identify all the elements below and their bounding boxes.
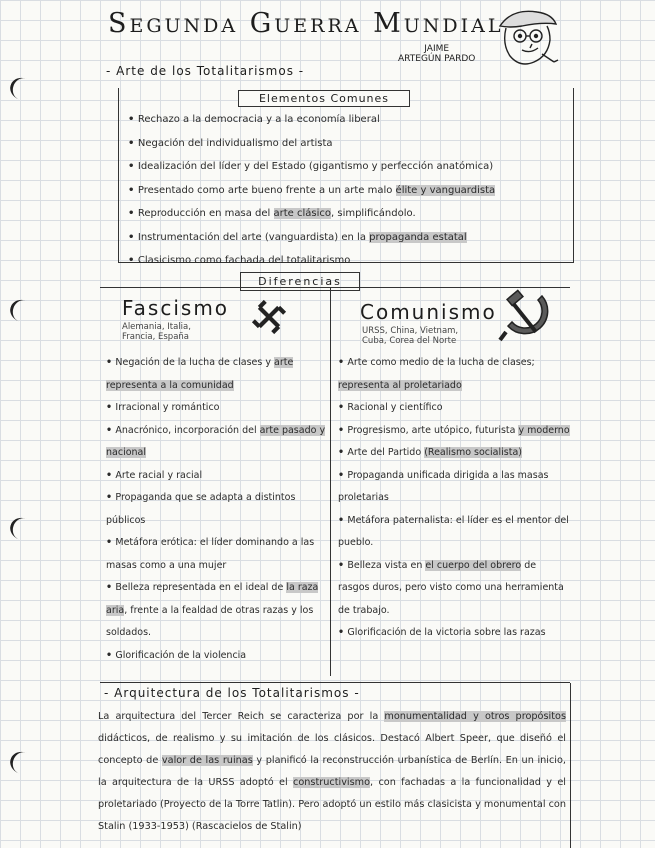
fascism-countries: Alemania, Italia, Francia, España bbox=[122, 322, 191, 342]
fascism-list bbox=[106, 352, 326, 667]
list-item: • Belleza representada en el ideal de la raza aria, frente a la fealdad de otras razas y los soldados. bbox=[106, 577, 326, 645]
page-title: Segunda Guerra Mundial bbox=[108, 8, 504, 39]
list-item: • Metáfora erótica: el líder dominando a las masas como a una mujer bbox=[106, 532, 326, 577]
common-elements-heading: Elementos Comunes bbox=[238, 90, 410, 107]
section-heading-architecture: - Arquitectura de los Totalitarismos - bbox=[104, 686, 360, 700]
communism-countries: URSS, China, Vietnam, Cuba, Corea del Norte bbox=[362, 326, 459, 346]
list-item: • Glorificación de la victoria sobre las razas bbox=[338, 622, 570, 645]
caricature-drawing bbox=[492, 4, 562, 74]
list-item: • Presentado como arte bueno frente a un arte malo élite y vanguardista bbox=[128, 179, 495, 203]
communism-list bbox=[338, 352, 570, 645]
author-line: ARTEGÚN PARDO bbox=[398, 54, 476, 64]
list-item: • Negación del individualismo del artista bbox=[128, 132, 495, 156]
hammer-sickle-icon bbox=[496, 286, 558, 346]
list-item: • Irracional y romántico bbox=[106, 397, 326, 420]
list-item: • Progresismo, arte utópico, futurista y moderno bbox=[338, 420, 570, 443]
list-item: • Rechazo a la democracia y a la economía liberal bbox=[128, 108, 495, 132]
binder-hole bbox=[7, 296, 38, 325]
binder-hole bbox=[7, 748, 38, 777]
differences-heading: Diferencias bbox=[240, 272, 360, 291]
divider bbox=[570, 683, 571, 848]
binder-hole bbox=[7, 514, 38, 543]
author bbox=[398, 44, 475, 64]
section-heading-art: - Arte de los Totalitarismos - bbox=[106, 64, 305, 78]
author-line: JAIME bbox=[424, 44, 450, 54]
architecture-paragraph: La arquitectura del Tercer Reich se caracteriza por la monumentalidad y otros propósitos didácticos, de realismo y su imitación de los clásicos. Destacó Albert Speer, que diseñó el concepto de valor de las ruinas y planificó la reconstrucción urbanística de Berlín. En un inicio, la arquitectura de la URSS adoptó el constructivismo, con fachadas a la funcionalidad y el proletariado (Proyecto de la Torre Tatlin). Pero adoptó un estilo más clasicista y monumental con Stalin (1933-1953) (Rascacielos de Stalin) bbox=[98, 711, 566, 832]
list-item: • Anacrónico, incorporación del arte pasado y nacional bbox=[106, 420, 326, 465]
common-elements-list bbox=[128, 108, 495, 273]
list-item: • Idealización del líder y del Estado (gigantismo y perfección anatómica) bbox=[128, 155, 495, 179]
list-item: • Propaganda que se adapta a distintos públicos bbox=[106, 487, 326, 532]
list-item: • Belleza vista en el cuerpo del obrero de rasgos duros, pero visto como una herramienta de trabajo. bbox=[338, 555, 570, 623]
list-item: • Reproducción en masa del arte clásico, simplificándolo. bbox=[128, 202, 495, 226]
list-item: • Negación de la lucha de clases y arte representa a la comunidad bbox=[106, 352, 326, 397]
list-item: • Instrumentación del arte (vanguardista) en la propaganda estatal bbox=[128, 226, 495, 250]
list-item: • Arte como medio de la lucha de clases; representa al proletariado bbox=[338, 352, 570, 397]
list-item: • Arte del Partido (Realismo socialista) bbox=[338, 442, 570, 465]
divider bbox=[100, 682, 570, 683]
list-item: • Racional y científico bbox=[338, 397, 570, 420]
list-item: • Propaganda unificada dirigida a las masas proletarias bbox=[338, 465, 570, 510]
binder-hole bbox=[7, 74, 38, 103]
list-item: • Glorificación de la violencia bbox=[106, 645, 326, 668]
communism-title: Comunismo bbox=[360, 300, 497, 324]
column-divider bbox=[330, 288, 331, 676]
list-item: • Metáfora paternalista: el líder es el mentor del pueblo. bbox=[338, 510, 570, 555]
swastika-icon bbox=[248, 296, 290, 338]
list-item: • Clasicismo como fachada del totalitarismo bbox=[128, 249, 495, 273]
fascism-title: Fascismo bbox=[122, 296, 230, 320]
list-item: • Arte racial y racial bbox=[106, 465, 326, 488]
